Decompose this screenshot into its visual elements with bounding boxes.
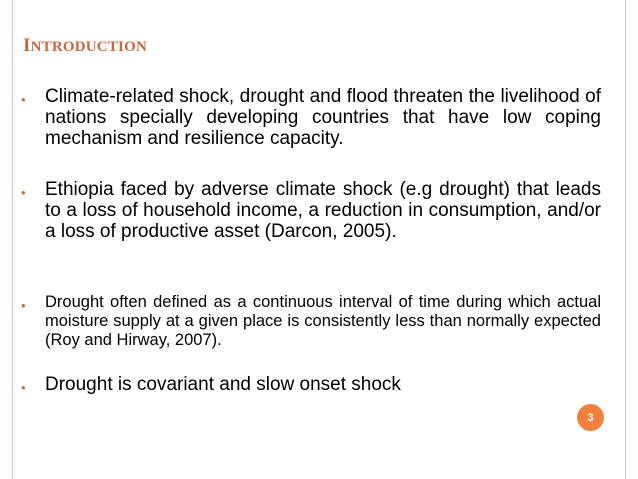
bullet-dot-icon: • — [21, 185, 26, 200]
left-border-line — [12, 0, 13, 479]
bullet-dot-icon: • — [21, 298, 26, 313]
title-initial: I — [23, 35, 31, 56]
bullet-item — [21, 179, 601, 242]
title-rest: NTRODUCTION — [30, 39, 147, 55]
bullet-dot-icon: • — [21, 92, 26, 107]
bullet-dot-icon: • — [21, 380, 26, 395]
bullet-item — [21, 293, 601, 350]
bullet-item — [21, 86, 601, 149]
right-border-line — [625, 0, 626, 479]
slide-title — [23, 35, 147, 57]
bullet-text: Ethiopia faced by adverse climate shock (e.g drought) that leads to a loss of household income, a reduction in consumption, and/or a loss of productive asset (Darcon, 2005). — [45, 179, 601, 242]
bullet-item — [21, 374, 601, 398]
bullet-text: Drought often defined as a continuous interval of time during which actual moisture supply at a given place is consistently less than normally expected (Roy and Hirway, 2007). — [45, 293, 601, 349]
bullet-text: Drought is covariant and slow onset shock — [45, 374, 401, 395]
bullet-text: Climate-related shock, drought and flood threaten the livelihood of nations specially developing countries that have low coping mechanism and resilience capacity. — [45, 86, 601, 149]
page-number-badge: 3 — [577, 404, 604, 431]
